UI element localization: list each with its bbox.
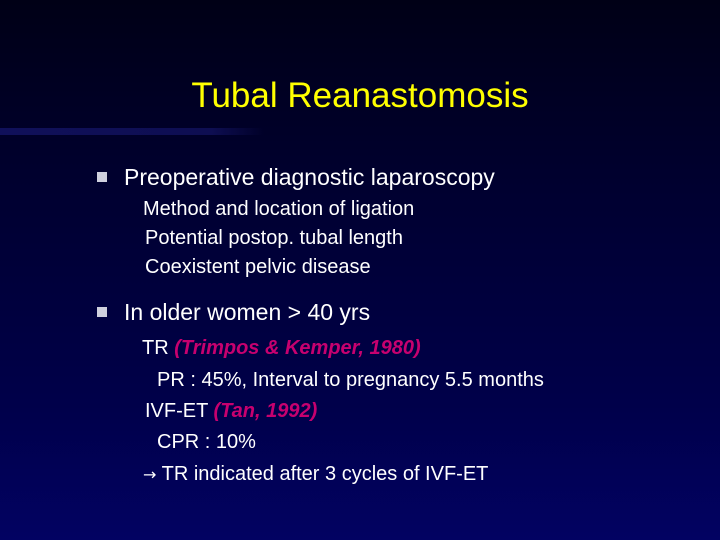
conclusion-line xyxy=(143,463,488,486)
subitem-pelvic-disease: Coexistent pelvic disease xyxy=(145,256,371,278)
tr-citation: (Trimpos & Kemper, 1980) xyxy=(174,337,421,359)
cpr-line: CPR : 10% xyxy=(157,431,256,453)
subitem-tubal-length: Potential postop. tubal length xyxy=(145,227,403,249)
ivf-label: IVF-ET xyxy=(145,400,208,422)
pr-line: PR : 45%, Interval to pregnancy 5.5 months xyxy=(157,369,544,391)
ivf-citation: (Tan, 1992) xyxy=(213,400,318,422)
ivf-line xyxy=(145,400,317,423)
bullet-older-women: In older women > 40 yrs xyxy=(124,299,371,325)
slide-title: Tubal Reanastomosis xyxy=(191,76,529,115)
square-bullet-icon xyxy=(97,307,107,317)
right-arrow-icon: → xyxy=(143,465,157,484)
square-bullet-icon xyxy=(97,172,107,182)
subitem-method-location: Method and location of ligation xyxy=(143,198,415,220)
title-underline-decoration xyxy=(0,128,264,135)
conclusion-text: TR indicated after 3 cycles of IVF-ET xyxy=(161,463,489,485)
tr-label: TR xyxy=(142,337,169,359)
bullet-preoperative-laparoscopy: Preoperative diagnostic laparoscopy xyxy=(124,164,495,190)
tr-line xyxy=(142,337,421,360)
